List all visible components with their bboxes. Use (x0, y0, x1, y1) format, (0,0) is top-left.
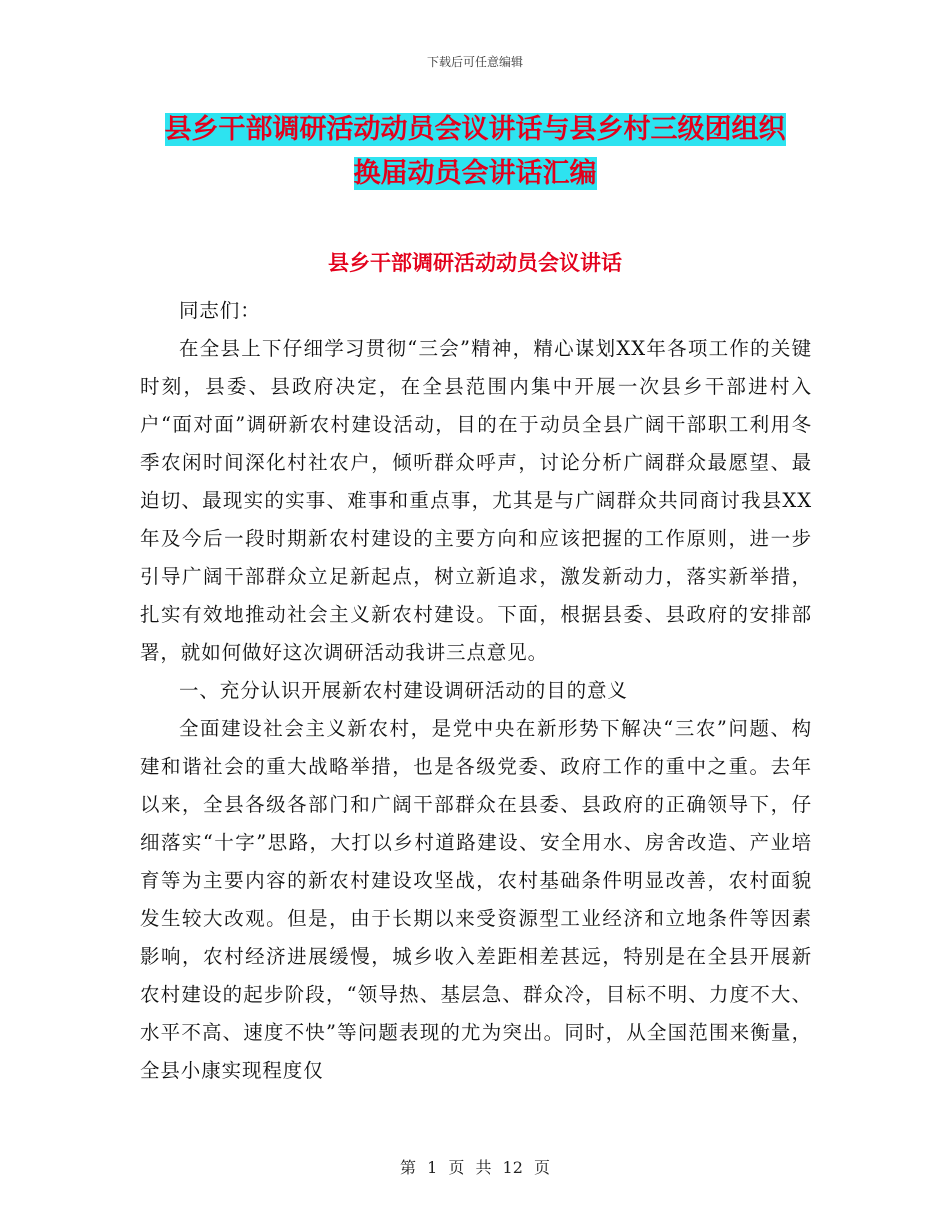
body-paragraph: 全面建设社会主义新农村，是党中央在新形势下解决“三农”问题、构建和谐社会的重大战略举措，也是各级党委、政府工作的重中之重。去年以来，全县各级各部门和广阔干部群众在县委、县政府的正确领导下，仔细落实“十字”思路，大打以乡村道路建设、安全用水、房舍改造、产业培育等为主要内容的新农村建设攻坚战，农村基础条件明显改善，农村面貌发生较大改观。但是，由于长期以来受资源型工业经济和立地条件等因素影响，农村经济进展缓慢，城乡收入差距相差甚远，特别是在全县开展新农村建设的起步阶段，“领导热、基层急、群众冷，目标不明、力度不大、水平不高、速度不快”等问题表现的尤为突出。同时，从全国范围来衡量，全县小康实现程度仅 (140, 717, 812, 1082)
salutation: 同志们： (179, 299, 261, 322)
body-paragraph: 在全县上下仔细学习贯彻“三会”精神，精心谋划XX年各项工作的关键时刻，县委、县政府决定，在全县范围内集中开展一次县乡干部进村入户“面对面”调研新农村建设活动，目的在于动员全县广阔干部职工利用冬季农闲时间深化村社农户，倾听群众呼声，讨论分析广阔群众最愿望、最迫切、最现实的实事、难事和重点事，尤其是与广阔群众共同商讨我县XX年及今后一段时期新农村建设的主要方向和应该把握的工作原则，进一步引导广阔干部群众立足新起点，树立新追求，激发新动力，落实新举措，扎实有效地推动社会主义新农村建设。下面，根据县委、县政府的安排部署，就如何做好这次调研活动我讲三点意见。 (140, 337, 812, 664)
document-title-line-1-text: 县乡干部调研活动动员会议讲话与县乡村三级团组织 (164, 114, 786, 145)
page-footer: 第 1 页 共 12 页 (400, 1158, 550, 1177)
document-title-line-2 (145, 150, 805, 198)
header-note: 下载后可任意编辑 (426, 55, 523, 69)
heading-1: 一、充分认识开展新农村建设调研活动的目的意义 (179, 679, 628, 702)
document-body (140, 292, 812, 1090)
section-title: 县乡干部调研活动动员会议讲话 (328, 251, 622, 275)
document-title-line-2-text: 换届动员会讲话汇编 (353, 158, 597, 189)
document-title-line-1 (145, 106, 805, 154)
